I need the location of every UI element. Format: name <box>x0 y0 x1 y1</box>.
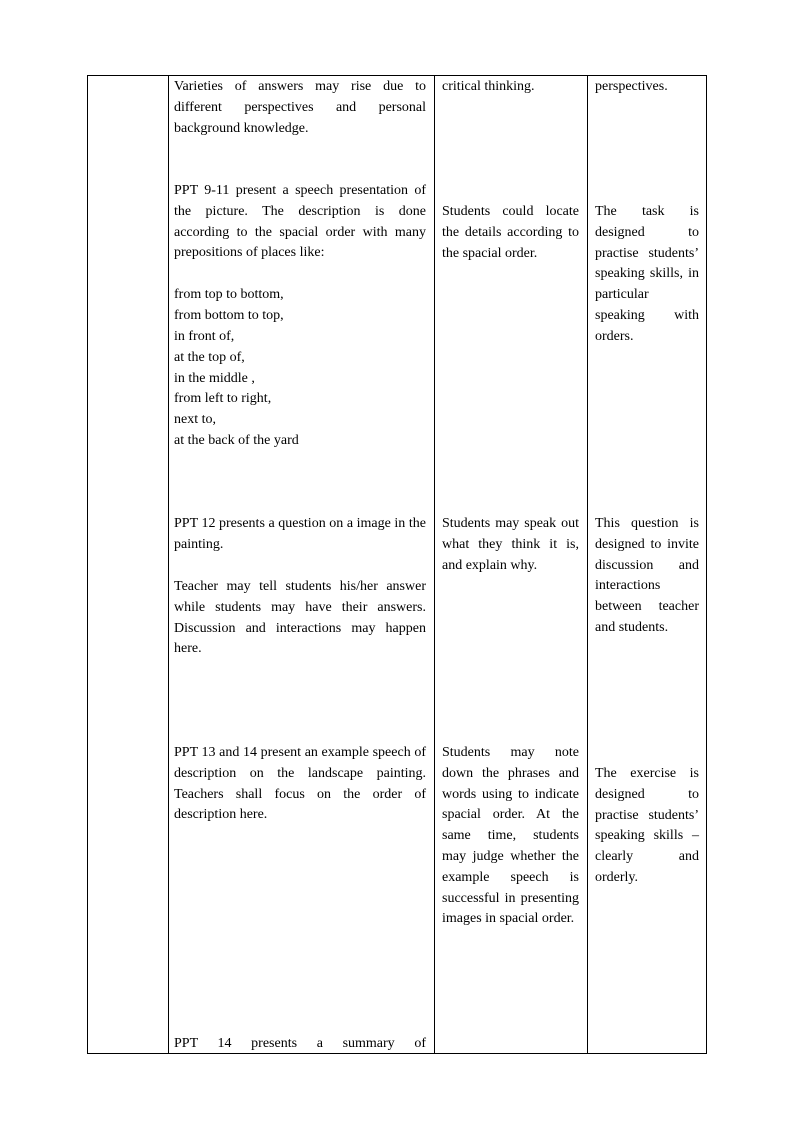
row-2-student-activity-text: Students could locate the details according to the spacial order. <box>442 204 579 261</box>
row-3-student-activity-text: Students may speak out what they think it is, and explain why. <box>442 516 579 573</box>
list-item: from bottom to top, <box>174 308 284 323</box>
column-divider <box>587 76 588 1053</box>
list-item: from left to right, <box>174 391 272 406</box>
list-item: in front of, <box>174 329 235 344</box>
column-divider <box>168 76 169 1053</box>
row-3-purpose-text: This question is designed to invite discussion and interactions between teacher and students. <box>595 516 699 635</box>
row-3-procedure-extra-text: Teacher may tell students his/her answer while students may have their answers. Discussion and interactions may happen here. <box>174 579 426 657</box>
list-item: at the back of the yard <box>174 433 299 448</box>
column-divider <box>434 76 435 1053</box>
row-2-purpose-text: The task is designed to practise students’ speaking skills, in particular speaking with orders. <box>595 204 699 344</box>
list-item: in the middle , <box>174 371 255 386</box>
row-1-student-activity-text: critical thinking. <box>442 79 535 94</box>
row-4-procedure-text: PPT 13 and 14 present an example speech of description on the landscape painting. Teachers shall focus on the order of description here. <box>174 745 426 823</box>
list-item: next to, <box>174 412 216 427</box>
row-3-procedure-text: PPT 12 presents a question on a image in the painting. <box>174 516 426 552</box>
list-item: at the top of, <box>174 350 245 365</box>
row-4-student-activity-text: Students may note down the phrases and words using to indicate spacial order. At the same time, students may judge whether the example speech is successful in presenting images in spacial order. <box>442 745 579 927</box>
row-2-procedure-text: PPT 9-11 present a speech presentation of the picture. The description is done according to the spacial order with many prepositions of places like: <box>174 183 426 261</box>
row-1-purpose-text: perspectives. <box>595 79 668 94</box>
row-4-purpose-text: The exercise is designed to practise students’ speaking skills – clearly and orderly. <box>595 766 699 885</box>
row-1-procedure-text: Varieties of answers may rise due to different perspectives and personal background knowledge. <box>174 79 426 136</box>
row-5-procedure-text: PPT 14 presents a summary of <box>174 1036 426 1051</box>
list-item: from top to bottom, <box>174 287 284 302</box>
